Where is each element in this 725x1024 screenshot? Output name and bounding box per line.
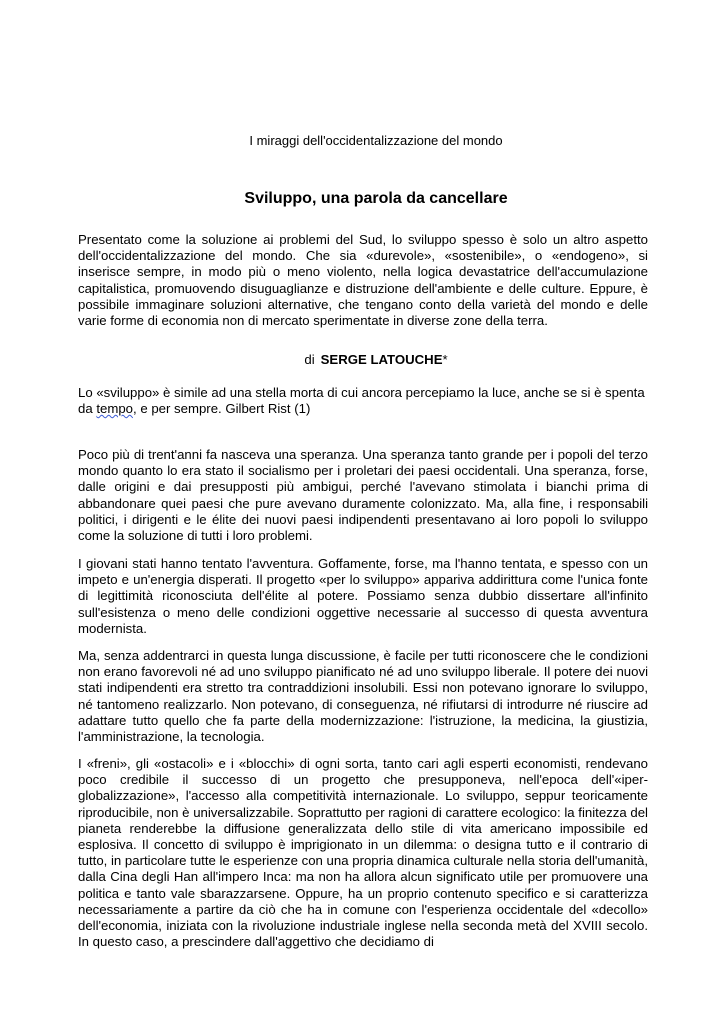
author-name: SERGE LATOUCHE — [320, 352, 443, 367]
epigraph-text-before: Lo «sviluppo» è simile ad una stella morta di cui ancora percepiamo la luce, anche se si è spenta da — [78, 385, 645, 417]
epigraph-text-after: , e per sempre. Gilbert Rist (1) — [133, 401, 311, 417]
byline-prefix: di — [304, 352, 315, 367]
article-title: Sviluppo, una parola da cancellare — [244, 190, 508, 207]
body-paragraph-4: I «freni», gli «ostacoli» e i «blocchi» di ogni sorta, tanto cari agli esperti economisti, rendevano poco credibile il successo di un progetto che presupponeva, nell'epoca dell'«iper-globalizzazione», l'accesso alla competitività internazionale. Lo sviluppo, seppur teoricamente riproducibile, non è universalizzabile. Soprattutto per ragioni di carattere ecologico: la finitezza del pianeta renderebbe la diffusione generalizzata dello stile di vita americano impossibile ed esplosiva. Il concetto di sviluppo è imprigionato in un dilemma: o designa tutto e il contrario di tutto, in particolare tutte le esperienze con una propria dinamica culturale nella storia dell'umanità, dalla Cina degli Han all'impero Inca: ma non ha allora alcun significato utile per promuovere una politica e tanto vale sbarazzarsene. Oppure, ha un proprio contenuto specifico e si caratterizza necessariamente a partire da ciò che ha in comune con l'esperienza occidentale del «decollo» dell'economia, iniziata con la rivoluzione industriale inglese nella seconda metà del XVIII secolo. In questo caso, a prescindere dall'aggettivo che decidiamo di — [78, 756, 648, 950]
byline — [78, 352, 674, 368]
document-page — [78, 0, 648, 1024]
abstract-paragraph: Presentato come la soluzione ai problemi del Sud, lo sviluppo spesso è solo un altro aspetto dell'occidentalizzazione del mondo. Che sia «durevole», «sostenibile», o «endogeno», si inserisce sempre, in modo più o meno violento, nella logica devastatrice dell'accumulazione capitalistica, promuovendo disuguaglianze e distruzione dell'ambiente e delle culture. Eppure, è possibile immaginare soluzioni alternative, che tengano conto della varietà del mondo e delle varie forme di economia non di mercato sperimentate in diverse zone della terra. — [78, 232, 648, 329]
body-paragraph-1: Poco più di trent'anni fa nasceva una speranza. Una speranza tanto grande per i popoli del terzo mondo quanto lo era stato il socialismo per i proletari dei paesi occidentali. Una speranza, forse, dalle origini e dai presupposti più ambigui, perché l'avevano stimolata i bianchi prima di abbandonare quei paesi che pure avevano duramente colonizzato. Ma, alla fine, i responsabili politici, i dirigenti e le élite dei nuovi paesi indipendenti presentavano ai loro popoli lo sviluppo come la soluzione di tutti i loro problemi. — [78, 447, 648, 544]
footnote-mark: * — [442, 352, 448, 367]
epigraph — [78, 385, 648, 417]
body-paragraph-2: I giovani stati hanno tentato l'avventura. Goffamente, forse, ma l'hanno tentata, e spesso con un impeto e un'energia disperati. Il progetto «per lo sviluppo» appariva addirittura come l'unica fonte di legittimità riconosciuta dell'élite al potere. Possiamo senza dubbio dissertare all'infinito sull'esistenza o meno delle condizioni oggettive necessarie al successo di questa avventura modernista. — [78, 556, 648, 636]
body-paragraph-3: Ma, senza addentrarci in questa lunga discussione, è facile per tutti riconoscere che le condizioni non erano favorevoli né ad uno sviluppo pianificato né ad uno sviluppo liberale. Il potere dei nuovi stati indipendenti era stretto tra contraddizioni insolubili. Essi non potevano ignorare lo sviluppo, né tantomeno realizzarlo. Non potevano, di conseguenza, né rifiutarsi di introdurre né riuscire ad adattare tutto quello che fa parte della modernizzazione: l'istruzione, la medicina, la giustizia, l'amministrazione, la tecnologia. — [78, 648, 648, 745]
spellcheck-flagged-word[interactable]: tempo — [96, 401, 133, 417]
supertitle: I miraggi dell'occidentalizzazione del mondo — [249, 133, 503, 148]
